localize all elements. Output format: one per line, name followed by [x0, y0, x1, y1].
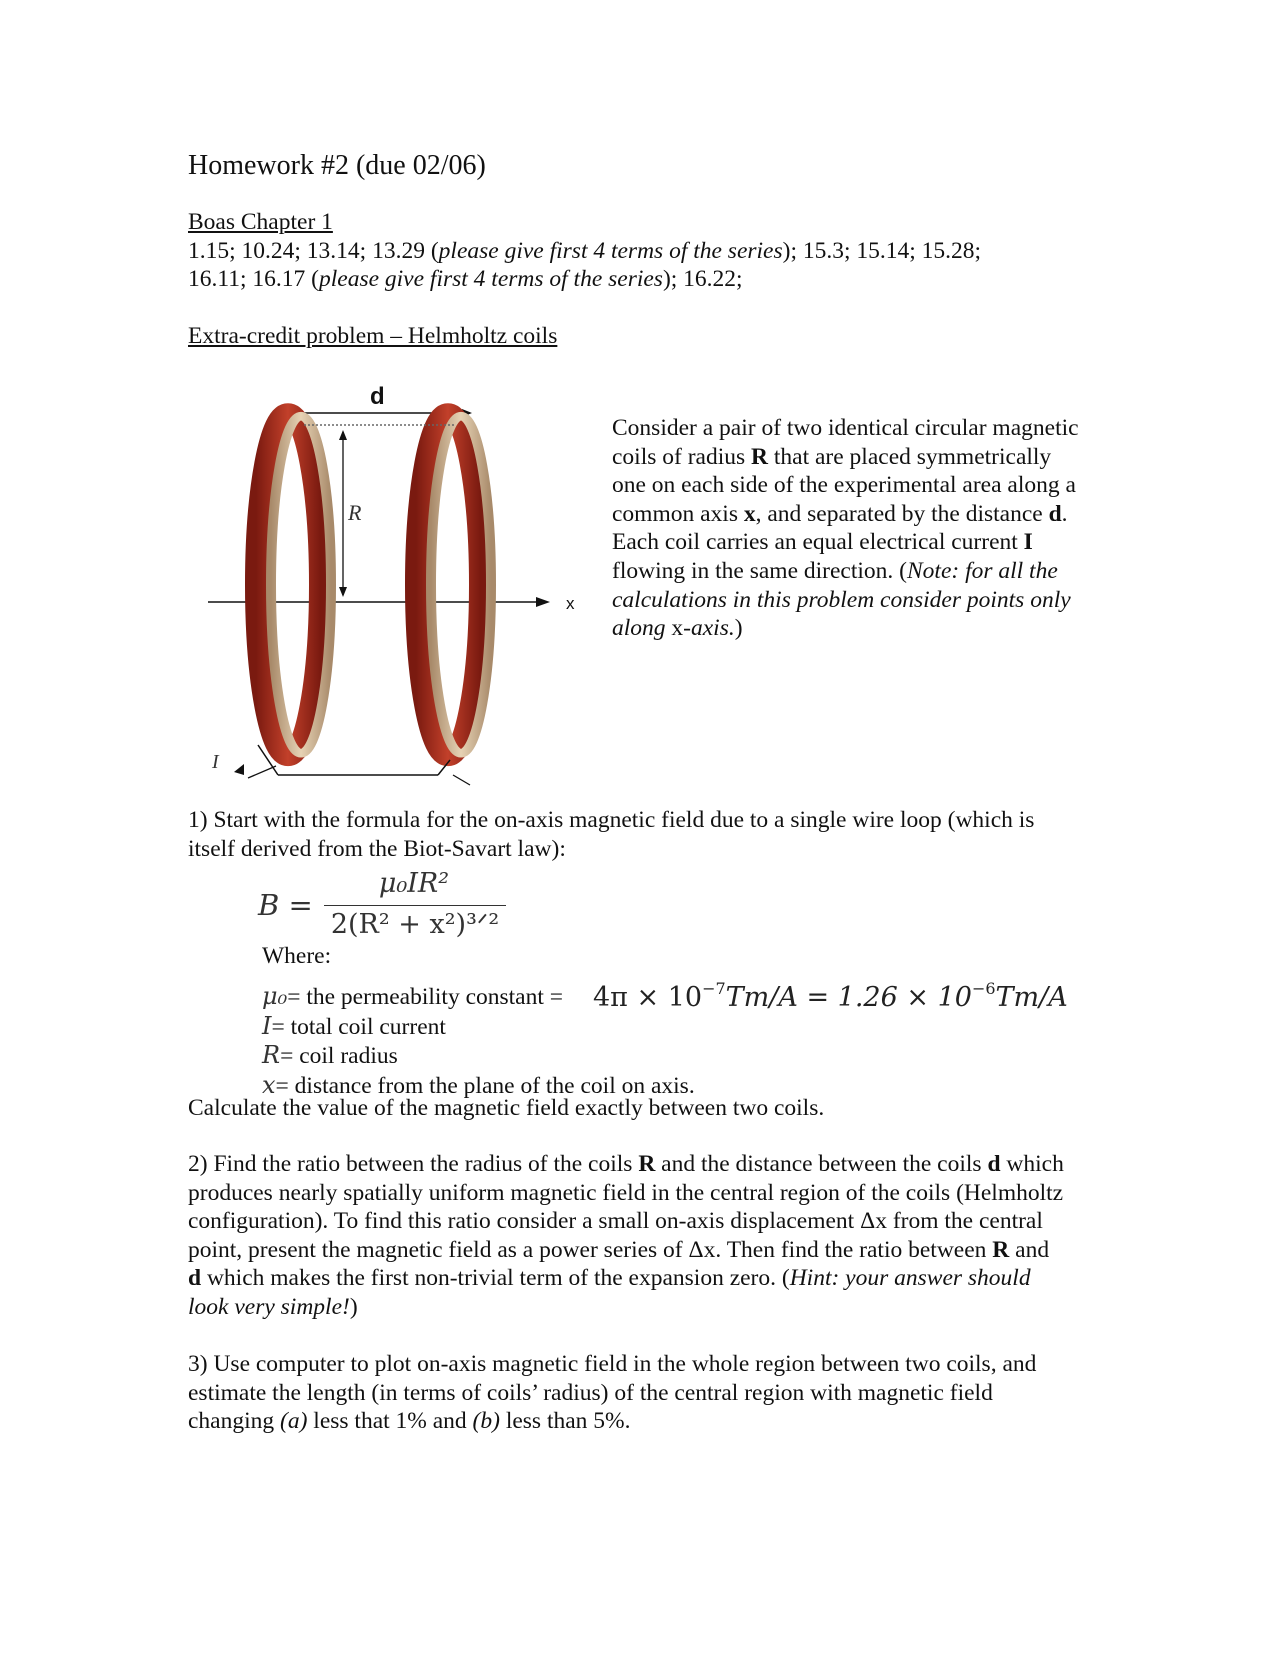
boas-problems-line-2	[188, 265, 1068, 294]
def-R-row	[262, 1041, 695, 1071]
left-coil	[256, 413, 331, 757]
desc-text-6: x-	[665, 615, 691, 642]
problem-1-task: Calculate the value of the magnetic field exactly between two coils.	[188, 1095, 825, 1121]
label-d: d	[370, 383, 385, 410]
mu-value-part-a: 4π × 10	[593, 982, 703, 1013]
coils-description	[612, 414, 1082, 643]
p3-text-a: 3) Use computer to plot on-axis magnetic field in the whole region between two coils, and estimate the length (in terms of coils’ radius) of the central region with magnetic field changing	[188, 1351, 1037, 1435]
mu-exponent-b: −6	[971, 979, 996, 998]
radius-arrow-bottom-icon	[339, 587, 347, 597]
biot-savart-formula	[258, 868, 518, 948]
mu-value-part-b: Tm/A = 1.26 × 10	[725, 982, 972, 1013]
where-label: Where:	[262, 943, 332, 969]
mu-symbol: μ₀	[262, 982, 288, 1010]
p2-d: d	[987, 1151, 1001, 1177]
extra-credit-heading: Extra-credit problem – Helmholtz coils	[188, 323, 558, 349]
helmholtz-coils-diagram	[188, 380, 598, 810]
p3-text-c: less than 5%.	[499, 1408, 631, 1435]
boas-section	[188, 208, 1068, 294]
label-x: x	[566, 594, 575, 613]
current-arrow-line	[248, 766, 276, 778]
desc-text-5: flowing in the same direction. (	[612, 557, 907, 584]
mu-value-part-c: Tm/A	[995, 982, 1068, 1013]
problem-3	[188, 1350, 1068, 1436]
boas-line1-text: 1.15; 10.24; 13.14; 13.29 (	[188, 237, 439, 264]
def-mu-text: = the permeability constant =	[287, 984, 564, 1010]
desc-R: R	[751, 443, 768, 470]
p2-d-2: d	[188, 1265, 202, 1292]
formula-lhs: B =	[258, 888, 313, 922]
def-R-text: = coil radius	[280, 1043, 398, 1069]
p3-b-label: (b)	[472, 1408, 500, 1435]
desc-I: I	[1023, 529, 1033, 556]
fraction-bar	[324, 905, 506, 906]
problem-1-intro: 1) Start with the formula for the on-axis magnetic field due to a single wire loop (which is itself derived from the Biot-Savart law):	[188, 807, 1035, 862]
boas-line1-note: please give first 4 terms of the series	[438, 237, 783, 264]
helmholtz-coils-figure	[188, 380, 598, 810]
p2-text-g: )	[349, 1293, 358, 1320]
desc-text-2: that are placed symmetrically one on each side of the experimental area along a common axis	[612, 443, 1076, 527]
label-I: I	[212, 751, 219, 773]
boas-line2-note: please give first 4 terms of the series	[318, 266, 663, 292]
formula-numerator: μ₀IR²	[378, 868, 450, 899]
desc-text-1: Consider a pair of two identical circular magnetic coils of radius	[612, 415, 1079, 470]
desc-text-3: , and separated by the distance	[755, 500, 1049, 527]
page-title: Homework #2 (due 02/06)	[188, 150, 486, 181]
I-symbol: I	[262, 1011, 272, 1040]
current-arrow-icon	[234, 764, 244, 775]
boas-line2-text: 16.11; 16.17 (	[188, 266, 319, 292]
p2-text-c: which produces nearly spatially uniform magnetic field in the central region of the coils (Helmholtz configuration). To find this ratio consider a small on-axis displacement Δx from the central point, present the magnetic field as a power series of Δx. Then find the ratio between	[188, 1151, 1064, 1263]
R-symbol: R	[262, 1041, 281, 1069]
boas-line1-tail: ); 15.3; 15.14; 15.28;	[782, 237, 982, 264]
permeability-value	[593, 979, 1068, 1013]
p2-text-e: and	[1009, 1236, 1050, 1263]
desc-x: x	[743, 500, 756, 527]
boas-line2-tail: ); 16.22;	[662, 266, 743, 292]
desc-note: Note: for all the calculations in this problem consider points only along	[612, 557, 1071, 642]
boas-problems-line-1	[188, 237, 1068, 266]
desc-text-4: . Each coil carries an equal electrical current	[612, 500, 1068, 556]
p2-text-a: 2) Find the ratio between the radius of the coils	[188, 1151, 639, 1177]
boas-heading: Boas Chapter 1	[188, 209, 333, 235]
p2-text-b: and the distance between the coils	[655, 1151, 988, 1177]
desc-text-7: )	[734, 615, 743, 642]
radius-arrow-top-icon	[339, 430, 347, 440]
def-x-text: = distance from the plane of the coil on axis.	[275, 1072, 695, 1099]
def-I-text: = total coil current	[271, 1013, 446, 1040]
p2-R-2: R	[992, 1236, 1010, 1263]
mu-exponent-a: −7	[702, 979, 726, 998]
p3-text-b: less that 1% and	[307, 1408, 473, 1435]
x-axis-arrow-icon	[536, 597, 550, 607]
problem-2	[188, 1150, 1068, 1322]
formula-denominator: 2(R² + x²)³ᐟ²	[330, 909, 500, 940]
desc-d: d	[1048, 500, 1062, 527]
lead-wire-end	[453, 775, 470, 785]
p2-hint: Hint: your answer should look very simple!	[188, 1265, 1031, 1320]
p3-a-label: (a)	[280, 1408, 308, 1435]
p2-R: R	[638, 1151, 656, 1177]
p2-text-f: which makes the first non-trivial term of the expansion zero. (	[201, 1265, 790, 1292]
desc-axis: axis.	[690, 615, 735, 642]
def-I-row	[262, 1012, 695, 1042]
label-R: R	[348, 500, 362, 525]
right-coil	[416, 413, 491, 757]
x-symbol: x	[262, 1070, 276, 1099]
